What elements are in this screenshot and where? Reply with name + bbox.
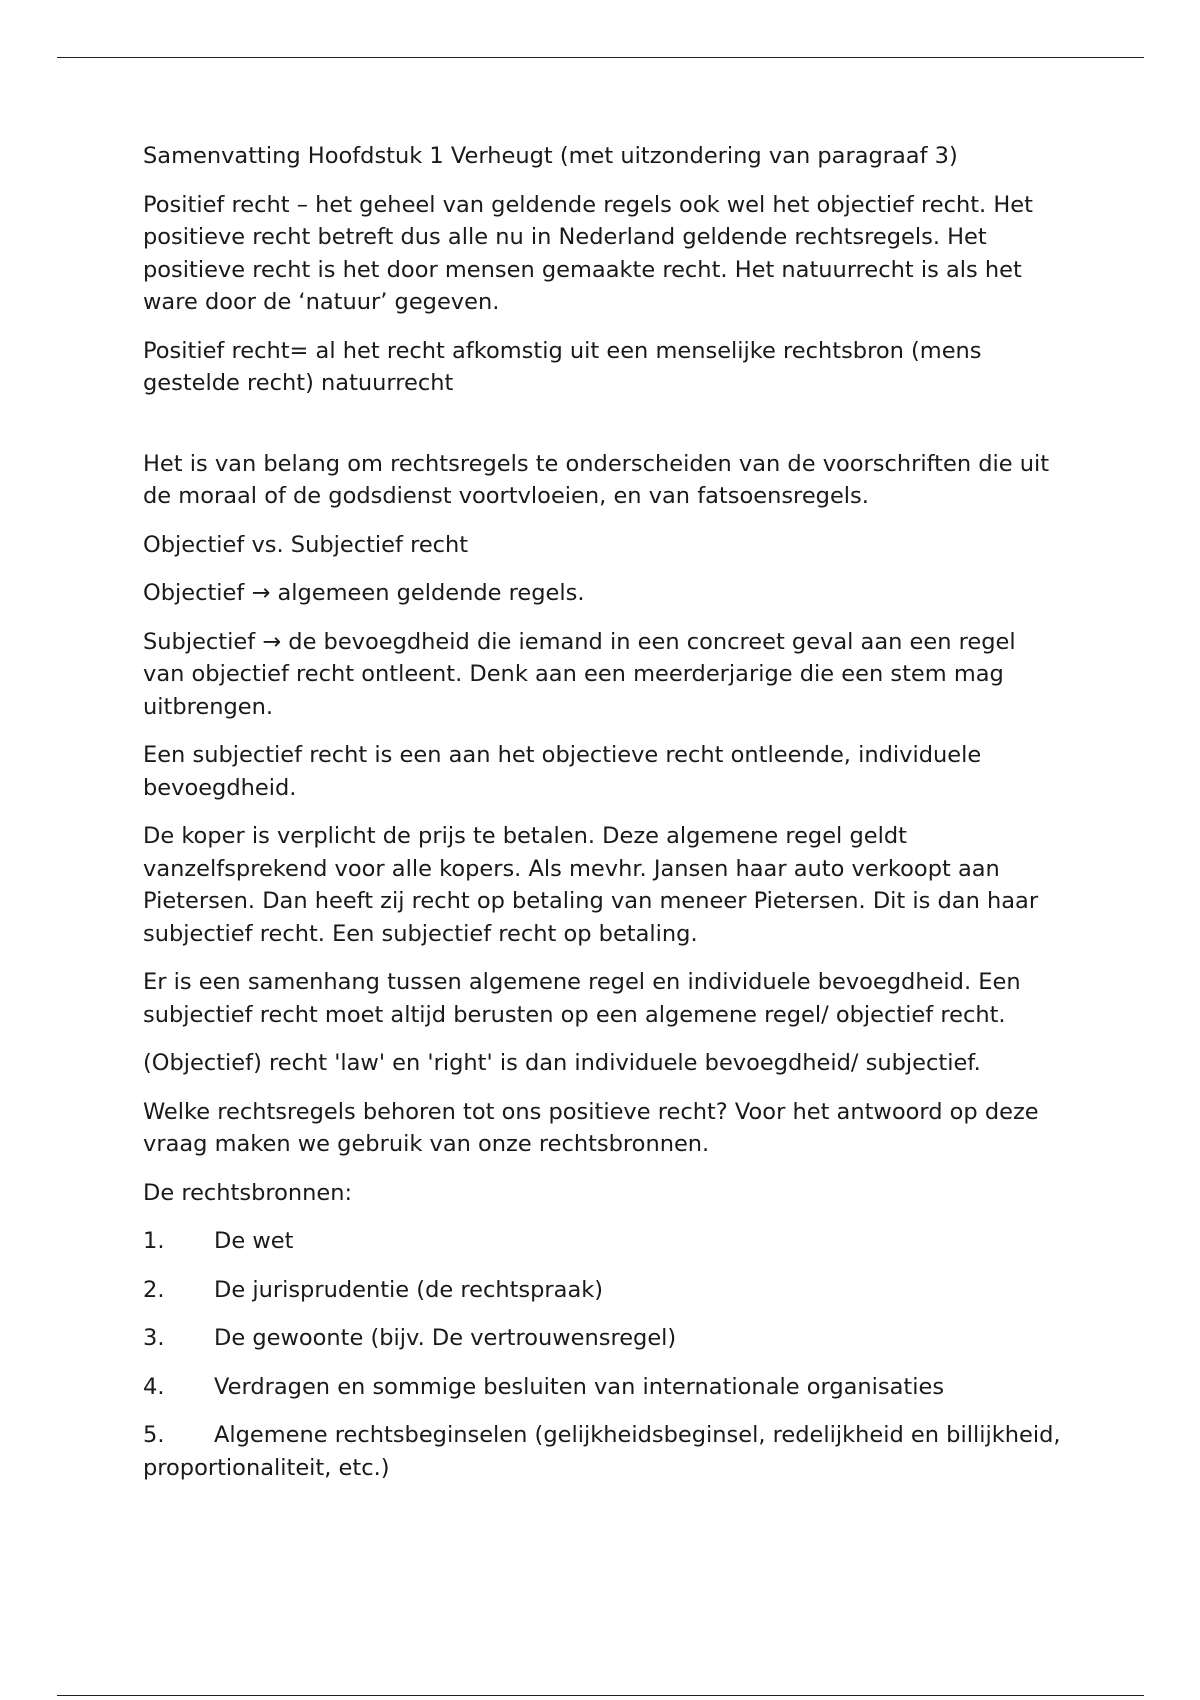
paragraph-positief-recht-definitie: Positief recht= al het recht afkomstig uit een menselijke rechtsbron (mens gestelde recht) natuurrecht [143,337,982,396]
list-item [143,1419,1063,1484]
paragraph-rechtsregels: Het is van belang om rechtsregels te onderscheiden van de voorschriften die uit de moraal of de godsdienst voortvloeien, en van fatsoensregels. [143,450,1050,509]
blank-line [143,416,1063,448]
footer-rule [57,1695,1144,1696]
document-body [143,140,1063,1500]
list-item-text: De gewoonte (bijv. De vertrouwensregel) [214,1325,677,1351]
paragraph-koper-voorbeeld: De koper is verplicht de prijs te betalen. Deze algemene regel geldt vanzelfsprekend voor alle kopers. Als mevhr. Jansen haar auto verkoopt aan Pietersen. Dan heeft zij recht op betaling van meneer Pietersen. Dit is dan haar subjectief recht. Een subjectief recht op betaling. [143,823,1039,947]
list-item-text: Algemene rechtsbeginselen (gelijkheidsbeginsel, redelijkheid en billijkheid, proportionaliteit, etc.) [143,1422,1061,1481]
paragraph-subjectief: Subjectief → de bevoegdheid die iemand in een concreet geval aan een regel van objectief recht ontleent. Denk aan een meerderjarige die een stem mag uitbrengen. [143,628,1016,720]
paragraph-welke-rechtsregels: Welke rechtsregels behoren tot ons positieve recht? Voor het antwoord op deze vraag maken we gebruik van onze rechtsbronnen. [143,1098,1039,1157]
list-item [143,1371,1063,1404]
list-item-number: 2. [143,1276,165,1303]
list-item [143,1225,1063,1258]
paragraph-law-right: (Objectief) recht 'law' en 'right' is dan individuele bevoegdheid/ subjectief. [143,1050,981,1076]
document-title: Samenvatting Hoofdstuk 1 Verheugt (met uitzondering van paragraaf 3) [143,143,958,169]
paragraph-samenhang: Er is een samenhang tussen algemene regel en individuele bevoegdheid. Een subjectief recht moet altijd berusten op een algemene regel/ objectief recht. [143,969,1021,1028]
paragraph-positief-recht: Positief recht – het geheel van geldende regels ook wel het objectief recht. Het positieve recht betreft dus alle nu in Nederland geldende rechtsregels. Het positieve recht is het door mensen gemaakte recht. Het natuurrecht is als het ware door de ‘natuur’ gegeven. [143,191,1033,315]
list-item-number: 1. [143,1228,165,1254]
list-item-number: 5. [143,1422,165,1448]
paragraph-subjectief-recht: Een subjectief recht is een aan het objectieve recht ontleende, individuele bevoegdheid. [143,742,982,801]
header-rule [57,57,1144,58]
rechtsbronnen-list [143,1225,1063,1484]
list-item-text: De jurisprudentie (de rechtspraak) [214,1276,604,1303]
list-item-number: 4. [143,1373,165,1400]
section-heading-objectief-subjectief: Objectief vs. Subjectief recht [143,531,469,558]
list-item-number: 3. [143,1325,165,1351]
list-item [143,1322,1063,1355]
list-item-text: De wet [214,1228,294,1254]
paragraph-rechtsbronnen-heading: De rechtsbronnen: [143,1179,353,1206]
list-item [143,1274,1063,1307]
paragraph-objectief: Objectief → algemeen geldende regels. [143,580,585,606]
list-item-text: Verdragen en sommige besluiten van internationale organisaties [214,1373,945,1400]
